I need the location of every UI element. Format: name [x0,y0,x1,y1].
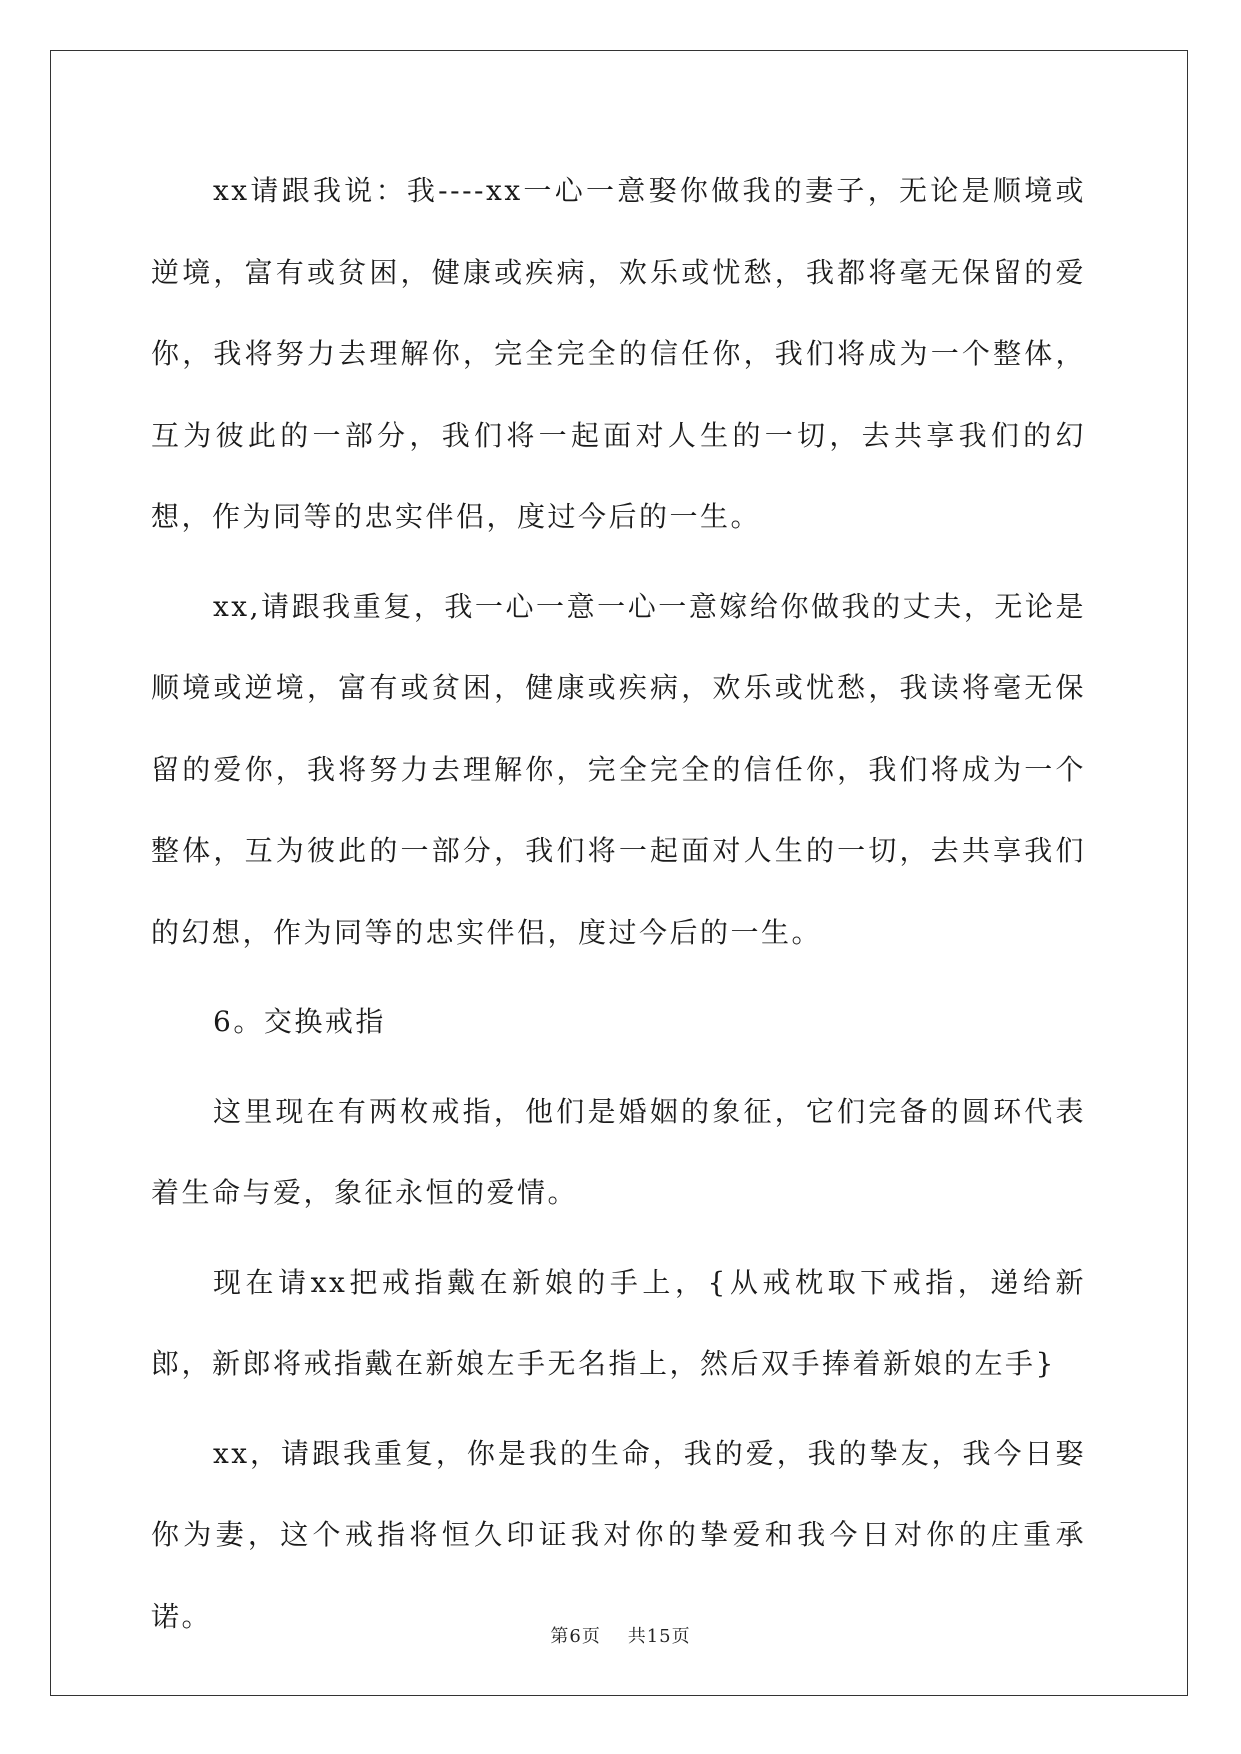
paragraph-groom-vow: xx请跟我说：我----xx一心一意娶你做我的妻子，无论是顺境或逆境，富有或贫困，健康或疾病，欢乐或忧愁，我都将毫无保留的爱你，我将努力去理解你，完全完全的信任你，我们将成为一个整体，互为彼此的一部分，我们将一起面对人生的一切，去共享我们的幻想，作为同等的忠实伴侣，度过今后的一生。 [151,174,1086,533]
paragraph-bride-vow: xx,请跟我重复，我一心一意一心一意嫁给你做我的丈夫，无论是顺境或逆境，富有或贫困，健康或疾病，欢乐或忧愁，我读将毫无保留的爱你，我将努力去理解你，完全完全的信任你，我们将成为一个整体，互为彼此的一部分，我们将一起面对人生的一切，去共享我们的幻想，作为同等的忠实伴侣，度过今后的一生。 [151,589,1086,949]
page-total: 共15页 [627,1626,691,1647]
section-heading-ring-exchange: 6。交换戒指 [213,1005,386,1038]
page-footer [0,1622,1241,1648]
page-number: 第6页 [550,1626,601,1647]
paragraph-ring-vow: xx，请跟我重复，你是我的生命，我的爱，我的挚友，我今日娶你为妻，这个戒指将恒久印证我对你的挚爱和我今日对你的庄重承诺。 [151,1436,1086,1633]
paragraph-ring-instruction: 现在请xx把戒指戴在新娘的手上，{从戒枕取下戒指，递给新郎，新郎将戒指戴在新娘左手无名指上，然后双手捧着新娘的左手} [151,1265,1086,1380]
document-body [151,150,1086,1665]
paragraph-rings-symbol: 这里现在有两枚戒指，他们是婚姻的象征，它们完备的圆环代表着生命与爱，象征永恒的爱情。 [151,1094,1086,1209]
